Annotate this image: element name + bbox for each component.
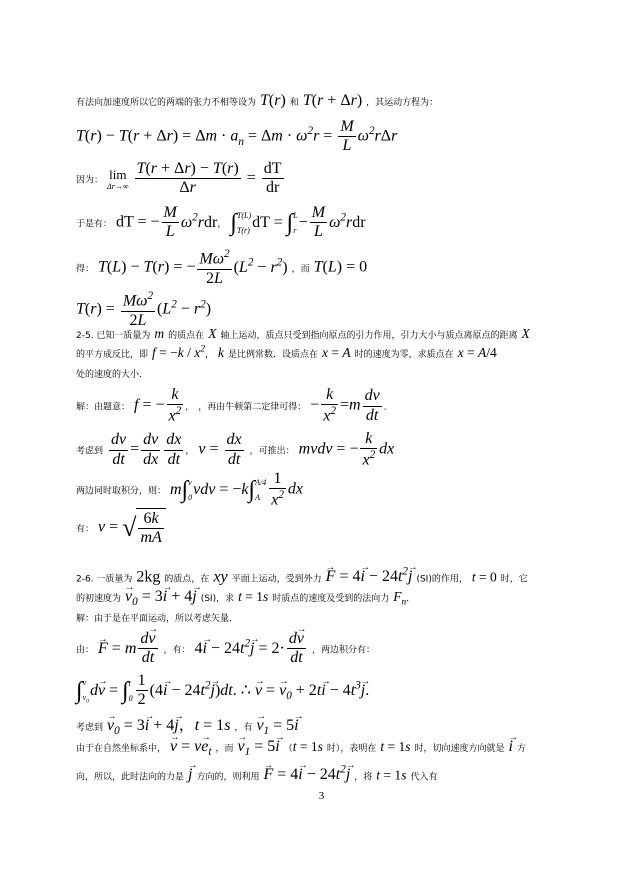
text-line: 考虑到 $\frac{dv}{dt}$ = $\frac{dv}{dx}$ $\frac{dx}{dt}$ ， v = $\frac{dx}{dt}$ ，可推出： mvdv = − $\frac{k}{x^2}$ dx xyxy=(76,430,395,469)
equation: $T(r) - T(r + \Delta r) = \Delta m \cdot a_n = \Delta m \cdot \omega^2r$ = $\frac{M}{L}$ $\omega^2r\Delta r$ xyxy=(76,118,398,155)
text-line: 由于在自然坐标系中， → $v = v\to e_t$ ，而 → $v_1 = 5\to i$ （t = 1s 时），表明在 t = 1s 时，切向速度方向就是 → i 方 xyxy=(76,738,643,758)
text-line: 解：由题意： f = − $\frac{k}{x^2}$ ， ，再由牛顿第二定律可得： − $\frac{k}{x^2}$ =m $\frac{dv}{dt}$ ． xyxy=(76,386,393,425)
problem-2-5-line1: 2-5. 已知一质量为 m 的质点在 X 轴上运动，质点只受到指向原点的引力作用，引力大小与质点离原点的距离 X xyxy=(76,326,530,341)
problem-2-6-line1: 2-6. 一质量为 2kg 的质点，在 xy 平面上运动，受到外力 → $F = 4\to i - 24t^2\to j$ (SI)的作用， t = 0 时，它 xyxy=(76,566,643,586)
text-line: 解：由于是在平面运动，所以考虑矢量． xyxy=(76,614,239,624)
problem-2-5-line3: 处的速度的大小． xyxy=(76,370,149,380)
problem-2-5-line2: 的平方成反比，即 $f = -k / x^2$， k 是比例常数．设质点在 x = A 时的速度为零，求质点在 x = A/4 xyxy=(76,344,497,360)
text-line: 考虑到 → $v_0 = 3\to i + 4\to j$，t = 1s ，有 → $v_1 = 5\to i$ xyxy=(76,712,643,737)
page-number: 3 xyxy=(318,790,325,802)
text-line: 于是有： dT = − $\frac{M}{L}$ $\omega^2rdr$， ∫ T(L) T(r) dT = ∫ L r − $\frac{M}{L}$ $\omega^2rdr$ xyxy=(76,204,366,241)
problem-2-6-line2: 的初速度为 → $v_0 = 3\to i + 4\to j$ (SI)，求 t = 1s 时质点的速度及受到的法向力 $F_n$． xyxy=(76,588,643,608)
text-line: 得： T(L) − T(r) = − $\frac{M\omega^2}{2L}$ $(L^2 - r^2)$ ，而 T(L) = 0 xyxy=(76,248,368,287)
text-line: 由： → F = m $\frac{d\to v}{dt}$ ，有： $4\to i - 24t^2\to j = 2\cdot$ $\frac{d\to v}{dt}$ ，两边积分有： xyxy=(76,630,643,668)
text-line: 因为： lim Δr→∞ $\frac{T(r + \Delta r) - T(r)}{\Delta r}$ = $\frac{dT}{dr}$ xyxy=(76,160,282,197)
text-line: 有： v = √ $\frac{6k}{mA}$ xyxy=(76,508,643,548)
text-line: 有法向加速度所以它的两端的张力不相等设为 T(r) 和 T(r + Δr) ，其运动方程为： xyxy=(76,92,439,109)
text-line: 两边同时取积分，则： m∫ v 0 vdv = −k∫ A/4 A $\frac{1}{x^2}$ dx xyxy=(76,470,304,509)
text-line: 向，所以，此时法向的力是 → j 方向的，则利用 → $F = 4\to i - 24t^2\to j$ ，将 t = 1s 代入有 xyxy=(76,764,643,784)
equation: T(r) = $\frac{M\omega^2}{2L}$ $(L^2 - r^2)$ xyxy=(76,290,212,329)
equation: ∫ v $v_0$ d→ v = ∫ t 0 $\frac{1}{2}$ $(4\to i - 24t^2\to j)dt$. ∴ → v = → $v_0 + 2t\to i - 4t^3\to j$. xyxy=(76,672,643,710)
